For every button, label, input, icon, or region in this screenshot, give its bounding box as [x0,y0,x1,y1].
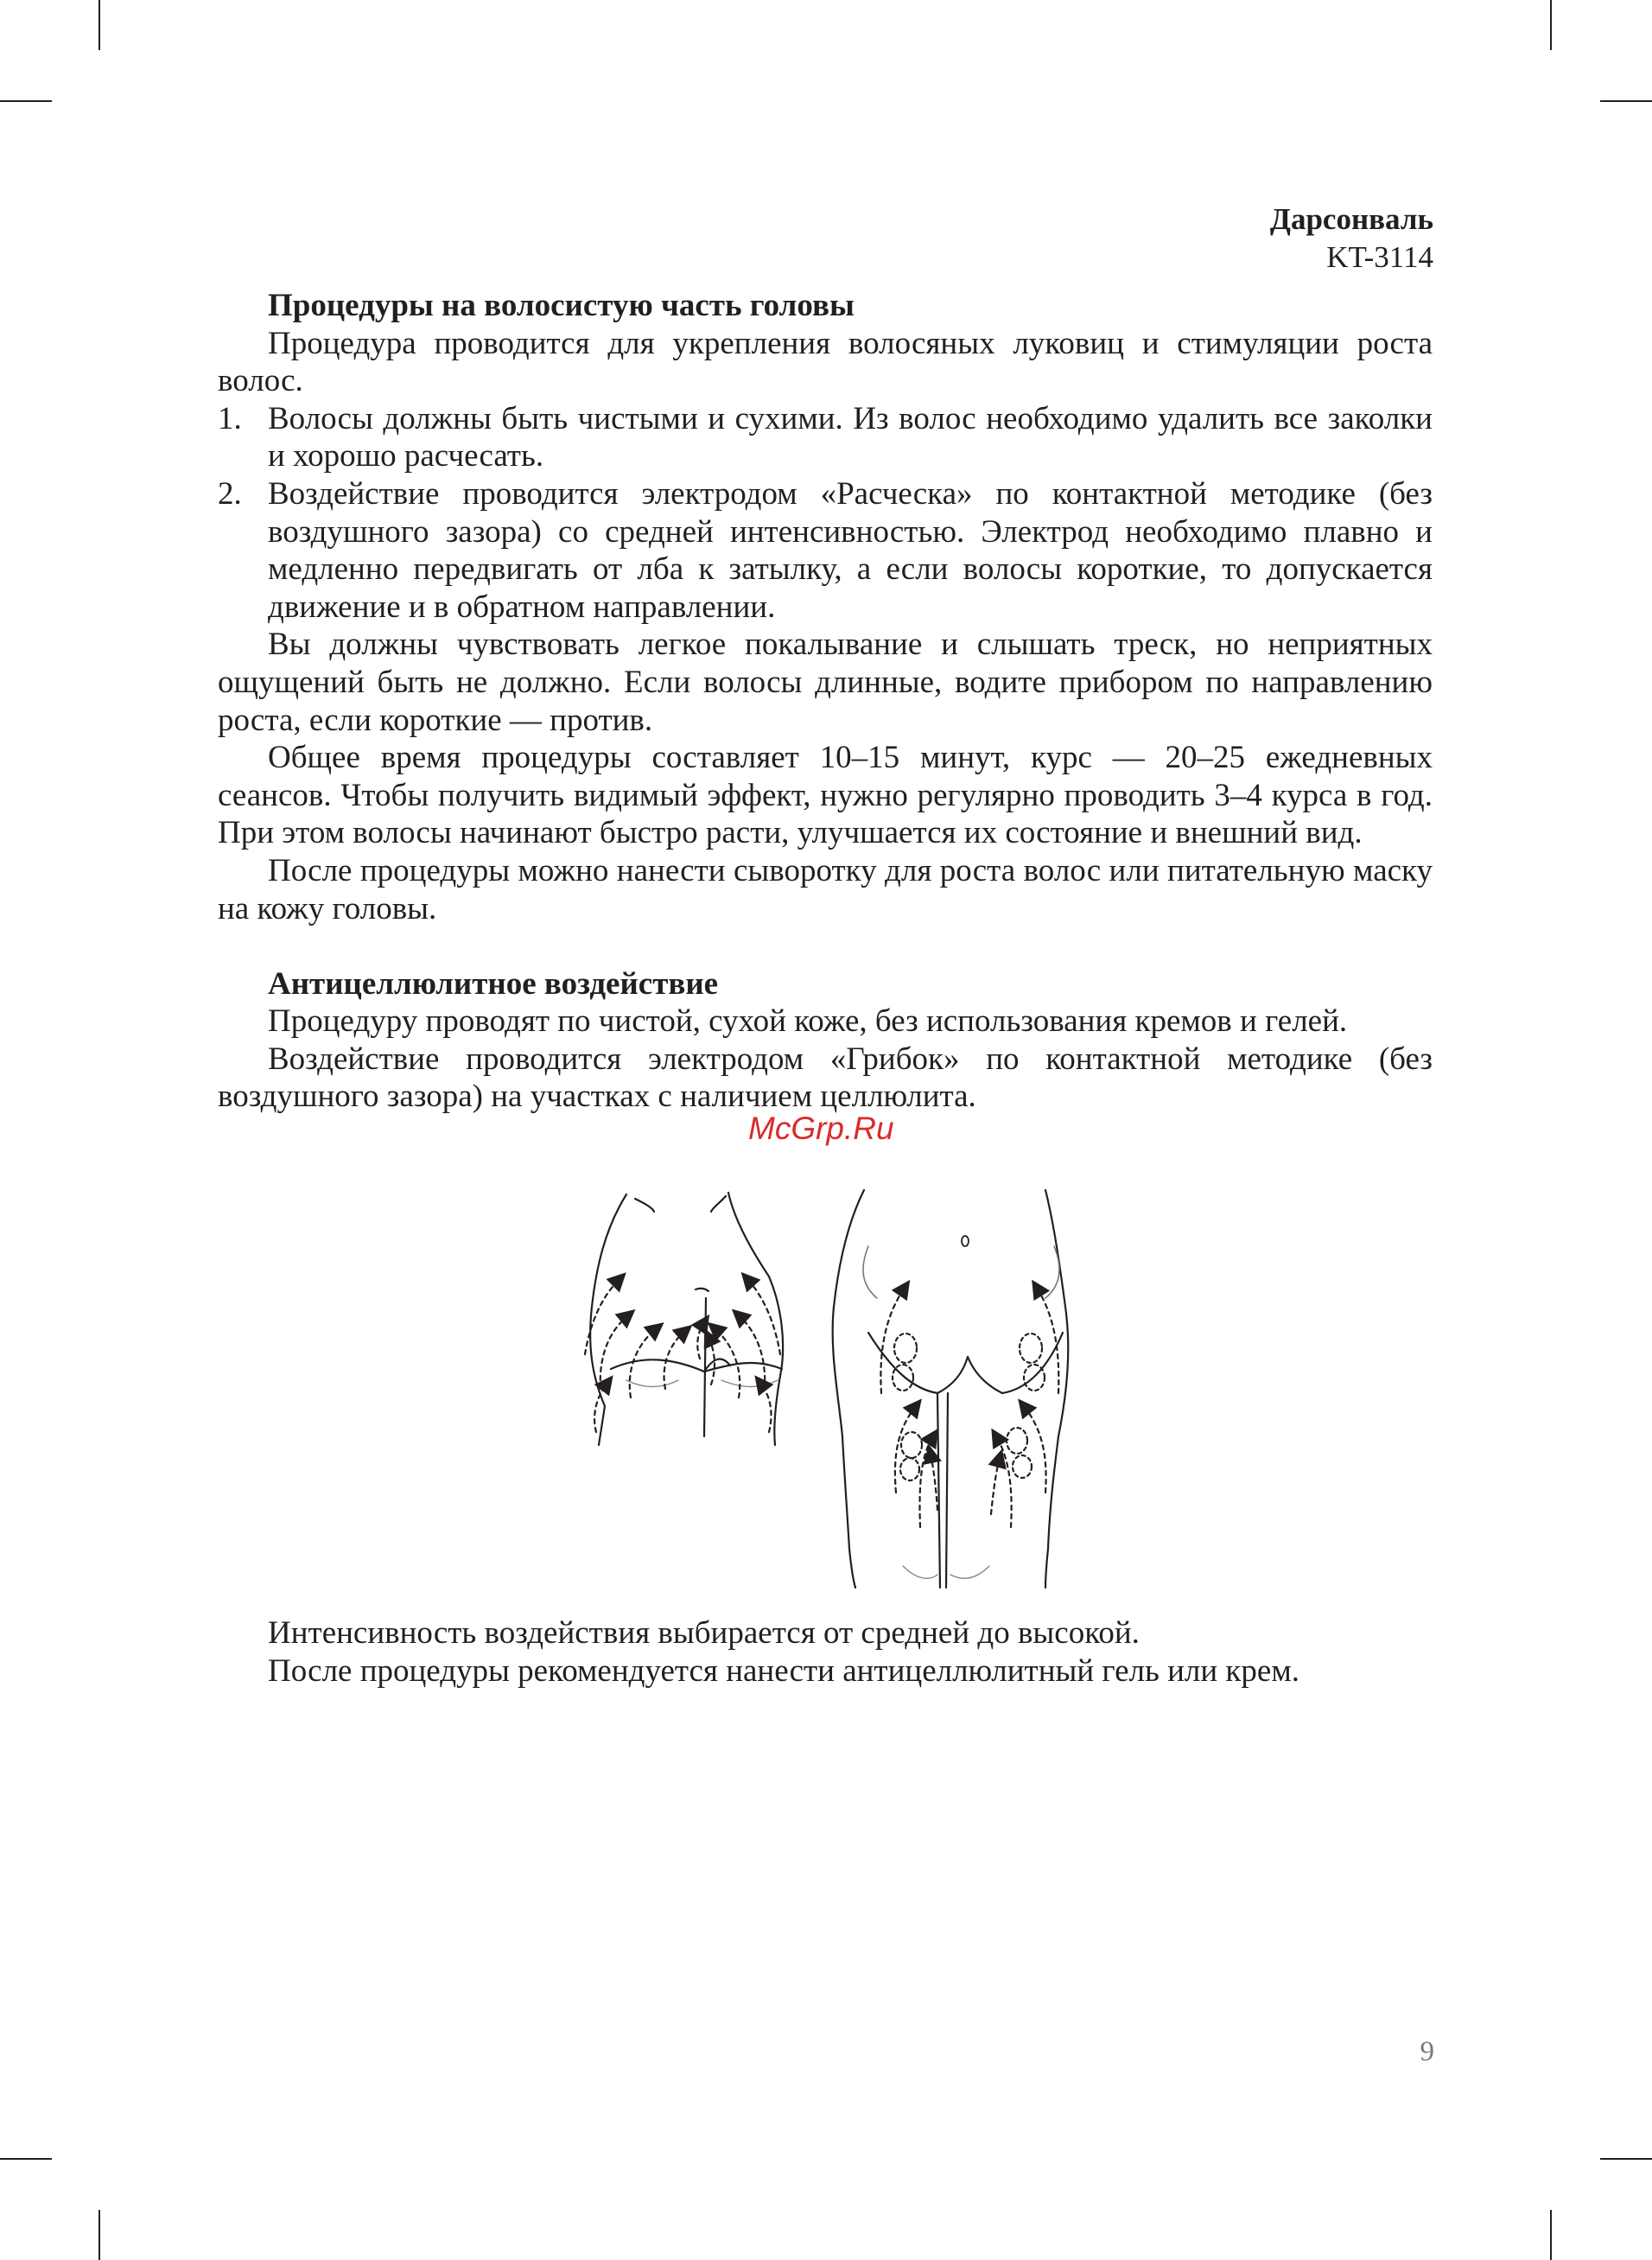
section-title-hair: Процедуры на волосистую часть головы [268,288,855,323]
steps-list [218,400,1433,627]
paragraph: После процедуры рекомендуется нанести антицеллюлитный гель или крем. [268,1652,1299,1689]
back-view-figure [590,1193,783,1445]
crop-mark [0,100,52,102]
list-item [218,400,1433,475]
crop-mark [98,0,100,50]
paragraph: Процедура проводится для укрепления волосяных луковиц и стимуляции роста волос. [218,325,1433,399]
crop-mark [0,2158,52,2160]
main-text [218,287,1433,1116]
paragraph: После процедуры можно нанести сыворотку для роста волос или питательную маску на кожу головы. [218,852,1433,926]
running-header [1270,201,1433,277]
paragraph: Вы должны чувствовать легкое покалывание и слышать треск, но неприятных ощущений быть не должно. Если волосы длинные, водите прибором по направлению роста, если короткие — против. [218,627,1433,738]
header-brand: Дарсонваль [1269,202,1433,236]
crop-mark [98,2210,100,2260]
header-model: KT-3114 [1326,240,1433,274]
crop-mark [1600,2158,1652,2160]
front-view-arrows [880,1288,1058,1527]
crop-mark [1600,100,1652,102]
paragraph: Общее время процедуры составляет 10–15 минут, курс — 20–25 ежедневных сеансов. Чтобы получить видимый эффект, нужно регулярно проводить 3–4 курса в год. При этом волосы начинают быстро расти, улучшается их состояние и внешний вид. [218,740,1433,851]
crop-mark [1550,0,1552,50]
cellulite-diagram [575,1186,1110,1592]
front-view-figure [833,1190,1069,1588]
paragraph: Процедуру проводят по чистой, сухой коже, без использования кремов и гелей. [268,1003,1348,1040]
page-number: 9 [1420,2036,1434,2067]
crop-mark [1550,2210,1552,2260]
list-item-text: Волосы должны быть чистыми и сухими. Из волос необходимо удалить все заколки и хорошо расчесать. [268,400,1433,474]
paragraph: Интенсивность воздействия выбирается от средней до высокой. [268,1615,1140,1651]
closing-text [268,1614,1299,1690]
section-title-cellulite: Антицеллюлитное воздействие [268,965,719,1002]
list-item-number: 1. [218,400,242,436]
paragraph: Воздействие проводится электродом «Грибок» по контактной методике (без воздушного зазора) на участках с наличием целлюлита. [218,1041,1433,1115]
list-item [218,475,1433,626]
watermark: McGrp.Ru [748,1111,894,1146]
list-item-number: 2. [218,475,242,512]
back-view-arrows [585,1279,780,1432]
list-item-text: Воздействие проводится электродом «Расческа» по контактной методике (без воздушного зазора) со средней интенсивностью. Электрод необходимо плавно и медленно передвигать от лба к затылку, а если волосы короткие, то допускается движение и в обратном направлении. [268,475,1433,625]
